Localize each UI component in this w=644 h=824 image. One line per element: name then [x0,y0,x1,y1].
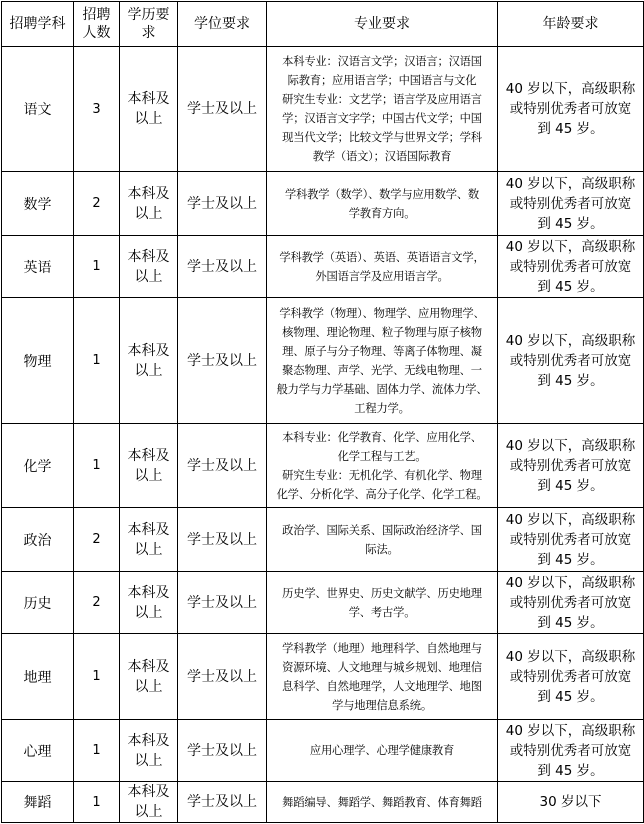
table-row [2,634,644,720]
major-line: 外国语言学及应用语言学。 [315,269,449,283]
major-line: 学科教学（数学）、数学与应用数学、数 [284,187,480,201]
major-line: 舞蹈编导、舞蹈学、舞蹈教育、体育舞蹈 [282,795,482,809]
major-line: 研究生专业：文艺学；语言学及应用语言 [282,93,482,106]
major-line: 化学、分析化学、高分子化学、化学工程。 [276,487,488,501]
major-line: 学；汉语言文字学；中国古代文学；中国 [282,112,482,125]
major-cell [267,47,498,172]
subject-cell: 地理 [2,634,74,720]
count-cell: 1 [74,634,120,720]
major-cell [267,720,498,782]
education-line: 本科及 [127,91,170,107]
header-count-line1: 招聘 [82,7,111,23]
education-line: 以上 [134,205,163,222]
count-cell: 2 [74,572,120,634]
header-count-line2: 人数 [82,25,111,41]
major-cell [267,172,498,236]
count-cell: 2 [74,172,120,236]
count-cell: 1 [74,236,120,298]
major-line: 理、原子与分子物理、等离子体物理、凝 [282,344,482,358]
major-cell [267,508,498,572]
age-line: 40 岁以下，高级职称 [505,511,636,528]
table-row [2,298,644,424]
age-line: 到 45 岁。 [537,477,604,494]
education-line: 本科及 [127,248,170,265]
subject-cell: 数学 [2,172,74,236]
education-line: 以上 [134,362,163,379]
age-cell [498,782,644,823]
education-cell [120,508,178,572]
major-cell [267,236,498,298]
major-line: 教学（语文）；汉语国际教育 [312,150,452,163]
degree-cell: 学士及以上 [178,298,267,424]
major-line: 核物理、理论物理、粒子物理与原子核物 [282,325,482,339]
major-line: 学与地理信息系统。 [332,698,432,712]
education-line: 本科及 [127,732,170,749]
education-cell [120,572,178,634]
education-line: 以上 [134,678,163,695]
major-line: 学科教学（英语）、英语、英语语言文学， [279,250,485,264]
degree-cell: 学士及以上 [178,424,267,508]
header-age: 年龄要求 [498,2,644,47]
major-line: 学科教学（物理）、物理学、应用物理学、 [279,306,485,320]
major-line: 般力学与力学基础、固体力学、流体力学、 [276,382,488,396]
age-cell [498,298,644,424]
table-row [2,508,644,572]
age-cell [498,47,644,172]
education-line: 本科及 [127,185,170,202]
education-cell [120,424,178,508]
subject-cell: 心理 [2,720,74,782]
degree-cell: 学士及以上 [178,47,267,172]
subject-cell: 化学 [2,424,74,508]
major-line: 现当代文学；比较文学与世界文学；学科 [282,131,482,144]
education-line: 本科及 [127,447,170,464]
education-line: 以上 [134,752,163,769]
subject-cell: 英语 [2,236,74,298]
education-cell [120,172,178,236]
age-line: 到 45 岁。 [537,372,604,389]
recruitment-table [1,1,644,823]
header-count [74,2,120,47]
education-line: 本科及 [127,784,170,800]
age-line: 30 岁以下 [539,794,602,810]
table-row [2,236,644,298]
age-line: 到 45 岁。 [537,688,604,705]
education-line: 以上 [134,541,163,558]
count-cell: 1 [74,720,120,782]
table-row [2,782,644,823]
subject-cell: 语文 [2,47,74,172]
age-cell [498,720,644,782]
table-body [2,47,644,823]
count-cell: 1 [74,298,120,424]
age-line: 40 岁以下，高级职称 [505,175,636,192]
education-cell [120,236,178,298]
table-row [2,424,644,508]
age-cell [498,634,644,720]
education-line: 本科及 [127,584,170,601]
age-line: 到 45 岁。 [537,614,604,631]
count-cell: 3 [74,47,120,172]
education-line: 本科及 [127,521,170,538]
age-cell [498,508,644,572]
major-line: 学教育方向。 [348,206,416,220]
header-education-line1: 学历要 [127,7,170,23]
education-line: 以上 [134,467,163,484]
age-line: 40 岁以下，高级职称 [505,332,636,349]
age-line: 40 岁以下，高级职称 [505,722,636,739]
age-line: 或特别优秀者可放宽 [509,101,632,117]
count-cell: 1 [74,424,120,508]
header-row [2,2,644,47]
major-line: 学科教学（地理）地理科学、自然地理与 [282,641,482,655]
major-line: 际法。 [365,542,399,556]
education-line: 以上 [134,268,163,285]
major-line: 资源环境、人文地理与城乡规划、地理信 [282,660,482,674]
header-education-line2: 求 [141,25,156,41]
subject-cell: 历史 [2,572,74,634]
major-line: 本科专业：汉语言文学；汉语言；汉语国 [282,55,482,68]
header-education [120,2,178,47]
age-line: 或特别优秀者可放宽 [509,195,632,212]
header-major: 专业要求 [267,2,498,47]
age-line: 到 45 岁。 [537,551,604,568]
degree-cell: 学士及以上 [178,634,267,720]
education-cell [120,47,178,172]
major-line: 研究生专业：无机化学、有机化学、物理 [282,468,482,482]
degree-cell: 学士及以上 [178,720,267,782]
education-cell [120,298,178,424]
education-line: 以上 [134,804,163,820]
count-cell: 1 [74,782,120,823]
table-row [2,572,644,634]
age-line: 到 45 岁。 [537,762,604,779]
education-line: 以上 [134,111,163,127]
major-cell [267,298,498,424]
major-line: 际教育；应用语言学；中国语言与文化 [287,74,477,87]
age-cell [498,424,644,508]
major-cell [267,572,498,634]
major-line: 学、考古学。 [348,605,416,619]
header-subject: 招聘学科 [2,2,74,47]
major-line: 聚态物理、声学、光学、无线电物理、一 [282,363,482,377]
major-cell [267,424,498,508]
age-line: 到 45 岁。 [537,278,604,295]
major-line: 化学工程与工艺。 [337,449,427,463]
age-line: 或特别优秀者可放宽 [509,258,632,275]
degree-cell: 学士及以上 [178,782,267,823]
major-line: 工程力学。 [354,401,410,415]
major-line: 历史学、世界史、历史文献学、历史地理 [282,586,482,600]
count-cell: 2 [74,508,120,572]
degree-cell: 学士及以上 [178,172,267,236]
education-cell [120,720,178,782]
age-line: 或特别优秀者可放宽 [509,352,632,369]
subject-cell: 舞蹈 [2,782,74,823]
major-line: 政治学、国际关系、国际政治经济学、国 [282,523,482,537]
age-cell [498,572,644,634]
age-line: 或特别优秀者可放宽 [509,594,632,611]
age-cell [498,172,644,236]
major-line: 应用心理学、心理学健康教育 [309,744,455,757]
education-cell [120,782,178,823]
major-cell [267,634,498,720]
age-line: 40 岁以下，高级职称 [505,437,636,454]
degree-cell: 学士及以上 [178,508,267,572]
age-line: 或特别优秀者可放宽 [509,531,632,548]
education-line: 本科及 [127,342,170,359]
degree-cell: 学士及以上 [178,236,267,298]
age-line: 40 岁以下，高级职称 [505,574,636,591]
age-line: 或特别优秀者可放宽 [509,457,632,474]
age-line: 40 岁以下，高级职称 [505,648,636,665]
major-line: 息科学、自然地理学，人文地理学、地图 [282,679,482,693]
major-line: 本科专业：化学教育、化学、应用化学、 [282,430,482,444]
education-cell [120,634,178,720]
education-line: 本科及 [127,658,170,675]
table-row [2,47,644,172]
age-line: 到 45 岁。 [537,215,604,232]
age-cell [498,236,644,298]
table-row [2,720,644,782]
education-line: 以上 [134,604,163,621]
age-line: 或特别优秀者可放宽 [509,742,632,759]
age-line: 或特别优秀者可放宽 [509,668,632,685]
subject-cell: 物理 [2,298,74,424]
subject-cell: 政治 [2,508,74,572]
degree-cell: 学士及以上 [178,572,267,634]
header-degree: 学位要求 [178,2,267,47]
table-row [2,172,644,236]
age-line: 40 岁以下，高级职称 [505,81,636,97]
age-line: 40 岁以下，高级职称 [505,238,636,255]
major-cell [267,782,498,823]
age-line: 到 45 岁。 [537,121,604,137]
